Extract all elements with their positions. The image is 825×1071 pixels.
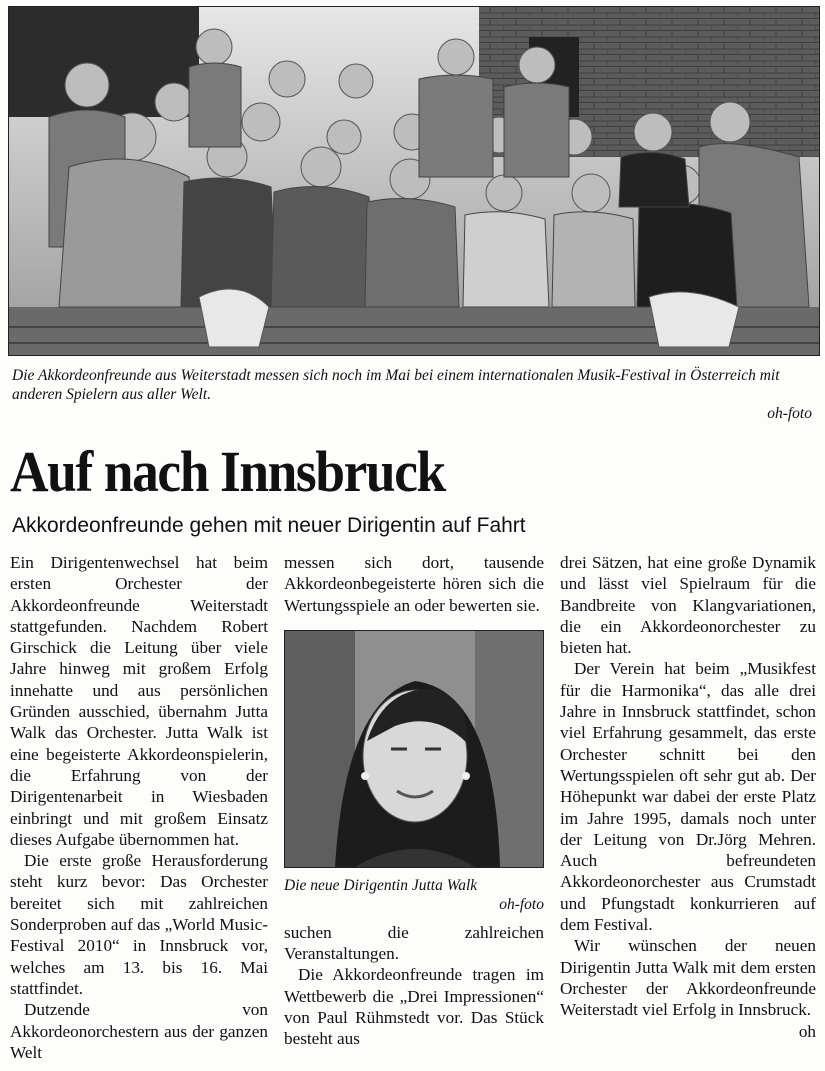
closing-text: Wir wünschen der neuen Dirigentin Jutta Walk mit dem ersten Orchester der Akkordeonfreunde Weiterstadt viel Erfolg in Innsbruck. — [560, 936, 816, 1020]
paragraph — [560, 935, 816, 1041]
photo-credit: oh-foto — [767, 405, 812, 422]
paragraph: Der Verein hat beim „Musikfest für die Harmonika“, das alle drei Jahre in Innsbruck stattfindet, schon viel Erfahrung gesammelt, das erste Orchester schnitt bei den Wertungsspielen oft sehr gut ab. Der Höhepunkt war dabei der erste Platz im Jahre 1995, damals noch unter der Leitung von Dr.Jörg Mehren. Auch befreundeten Akkordeonorchester aus Crumstadt und Pfungstadt konkurrieren auf dem Festival. — [560, 659, 816, 935]
subheadline: Akkordeonfreunde gehen mit neuer Dirigentin auf Fahrt — [12, 514, 526, 537]
paragraph: suchen die zahlreichen Veranstaltungen. — [284, 922, 544, 964]
photo-caption — [12, 366, 812, 423]
portrait-caption-text: Die neue Dirigentin Jutta Walk — [284, 876, 478, 894]
paragraph: messen sich dort, tausende Akkordeonbegeisterte hören sich die Wertungsspiele an oder bewerten sie. — [284, 553, 544, 615]
portrait-credit: oh-foto — [499, 895, 544, 913]
paragraph: Ein Dirigentenwechsel hat beim ersten Orchester der Akkordeonfreunde Weiterstadt stattgefunden. Nachdem Robert Girschick die Leitung über viele Jahre hinweg mit großem Erfolg innehatte und aus persönlichen Gründen ausschied, übernahm Jutta Walk das Orchester. Jutta Walk ist eine begeisterte Akkordeonspielerin, die Erfahrung von der Dirigentenarbeit in Wiesbaden einbringt und mit großem Einsatz dieses Aufgabe übernommen hat. — [10, 553, 268, 849]
portrait-photo — [284, 630, 544, 868]
portrait-caption — [284, 876, 544, 914]
article-column-3 — [560, 552, 816, 1042]
paragraph: Dutzende von Akkordeonorchestern aus der ganzen Welt — [10, 1000, 268, 1062]
article-column-1 — [10, 552, 268, 1063]
paragraph: Die Akkordeonfreunde tragen im Wettbewerb die „Drei Impressionen“ von Paul Rühmstedt vor. Das Stück besteht aus — [284, 965, 544, 1049]
group-photo-image — [9, 7, 819, 355]
photo-caption-text: Die Akkordeonfreunde aus Weiterstadt messen sich noch im Mai bei einem internationalen Musik-Festival in Österreich mit anderen Spielern aus aller Welt. — [12, 367, 780, 403]
author-signature: oh — [798, 1021, 816, 1041]
article-column-2 — [284, 552, 544, 1050]
paragraph: Die erste große Herausforderung steht kurz bevor: Das Orchester bereitet sich mit zahlreichen Sonderproben auf das „World Music-Festival 2010“ in Innsbruck vor, welches am 13. bis 16. Mai stattfindet. — [10, 851, 268, 998]
group-photo — [8, 6, 820, 356]
paragraph: drei Sätzen, hat eine große Dynamik und lässt viel Spielraum für die Bandbreite von Klangvariationen, die ein Akkordeonorchester zu bieten hat. — [560, 553, 816, 658]
headline: Auf nach Innsbruck — [10, 439, 445, 504]
portrait-image — [285, 631, 543, 867]
